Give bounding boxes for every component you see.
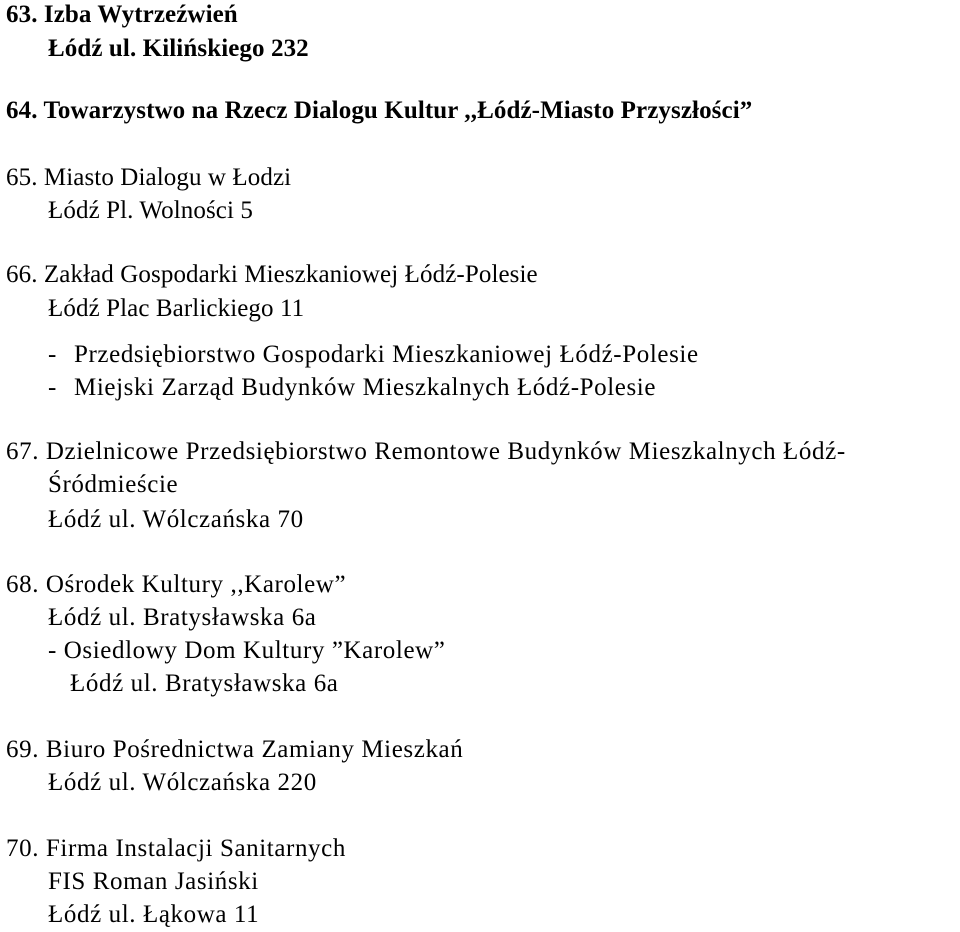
entry-63-title: 63. Izba Wytrzeźwień [6,1,238,28]
entry-70-address: Łódź ul. Łąkowa 11 [48,901,260,928]
entry-70-owner: FIS Roman Jasiński [48,868,259,895]
entry-65-address: Łódź Pl. Wolności 5 [48,197,253,224]
entry-66-title: 66. Zakład Gospodarki Mieszkaniowej Łódź-Polesie [6,261,538,288]
list-dash: - [48,341,57,368]
entry-69-address: Łódź ul. Wólczańska 220 [48,769,317,796]
entry-70-title: 70. Firma Instalacji Sanitarnych [6,835,346,862]
entry-68-subunit-address: Łódź ul. Bratysławska 6a [70,670,339,697]
entry-67-title: 67. Dzielnicowe Przedsiębiorstwo Remontowe Budynków Mieszkalnych Łódź- [6,438,846,465]
entry-64-title: 64. Towarzystwo na Rzecz Dialogu Kultur ,,Łódź-Miasto Przyszłości” [6,97,753,124]
entry-68-address: Łódź ul. Bratysławska 6a [48,604,317,631]
entry-67-address: Łódź ul. Wólczańska 70 [48,506,304,533]
list-dash: - [48,374,57,401]
entry-69-title: 69. Biuro Pośrednictwa Zamiany Mieszkań [6,736,464,763]
entry-66-address: Łódź Plac Barlickiego 11 [48,295,305,322]
entry-68-subunit: - Osiedlowy Dom Kultury ”Karolew” [48,637,446,664]
entry-68-title: 68. Ośrodek Kultury ,,Karolew” [6,571,347,598]
entry-63-address: Łódź ul. Kilińskiego 232 [48,35,309,62]
entry-67-title-cont: Śródmieście [48,471,179,498]
entry-65-title: 65. Miasto Dialogu w Łodzi [6,164,292,191]
entry-66-subunit-2: - Miejski Zarząd Budynków Mieszkalnych Łódź-Polesie [48,374,657,401]
entry-66-subunit-1: - Przedsiębiorstwo Gospodarki Mieszkaniowej Łódź-Polesie [48,341,699,368]
